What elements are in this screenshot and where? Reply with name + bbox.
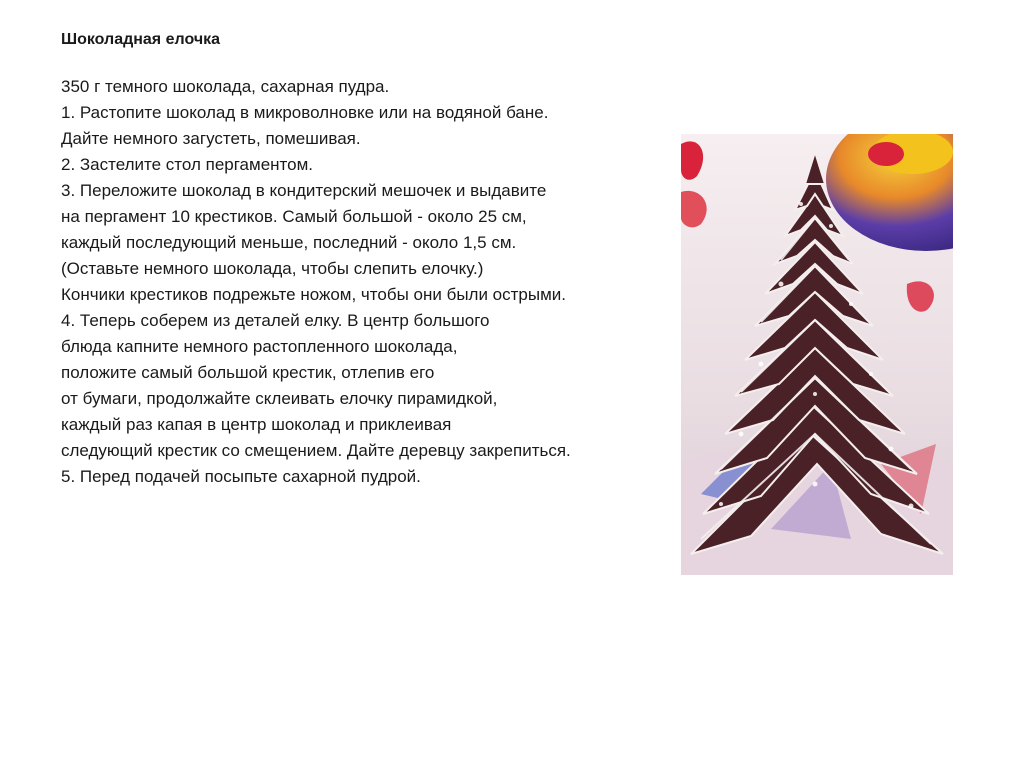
recipe-text xyxy=(61,76,621,492)
step-4-line: 4. Теперь соберем из деталей елку. В центр большого xyxy=(61,311,490,330)
step-4-drip-line: каждый раз капая в центр шоколад и приклеивая xyxy=(61,415,452,434)
step-1-line: 1. Растопите шоколад в микроволновке или на водяной бане. xyxy=(61,103,549,122)
recipe-title: Шоколадная елочка xyxy=(61,31,221,48)
step-3-trim-line: Кончики крестиков подрежьте ножом, чтобы они были острыми. xyxy=(61,285,566,304)
step-4-place-line: положите самый большой крестик, отлепив его xyxy=(61,363,435,382)
ingredients-line: 350 г темного шоколада, сахарная пудра. xyxy=(61,77,390,96)
step-1-continued-line: Дайте немного загустеть, помешивая. xyxy=(61,129,361,148)
step-5-line: 5. Перед подачей посыпьте сахарной пудрой. xyxy=(61,467,421,486)
step-3-line: 3. Переложите шоколад в кондитерский мешочек и выдавите xyxy=(61,181,547,200)
step-4-plate-line: блюда капните немного растопленного шоколада, xyxy=(61,337,458,356)
chocolate-tree-photo xyxy=(681,134,953,575)
step-4-glue-line: от бумаги, продолжайте склеивать елочку пирамидкой, xyxy=(61,389,498,408)
step-3-size-line: на пергамент 10 крестиков. Самый большой - около 25 см, xyxy=(61,207,527,226)
step-3-smaller-line: каждый последующий меньше, последний - около 1,5 см. xyxy=(61,233,517,252)
step-4-shift-line: следующий крестик со смещением. Дайте деревцу закрепиться. xyxy=(61,441,571,460)
step-2-line: 2. Застелите стол пергаментом. xyxy=(61,155,314,174)
step-3-note-line: (Оставьте немного шоколада, чтобы слепить елочку.) xyxy=(61,259,484,278)
